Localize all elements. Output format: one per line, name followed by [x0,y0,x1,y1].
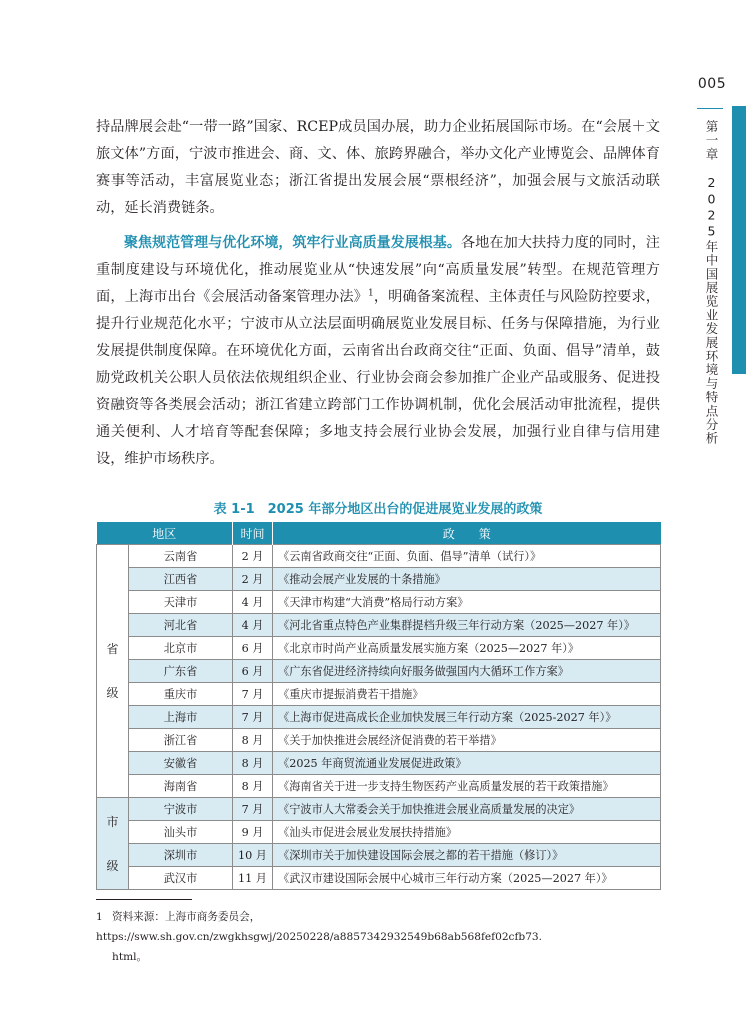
table-caption: 表 1-1 2025 年部分地区出台的促进展览业发展的政策 [213,502,543,517]
region-cell: 海南省 [129,775,233,798]
region-cell: 宁波市 [129,798,233,821]
time-cell: 6 月 [233,637,273,660]
region-cell: 天津市 [129,591,233,614]
region-cell: 江西省 [129,568,233,591]
time-cell: 11 月 [233,867,273,890]
policy-cell: 《重庆市提振消费若干措施》 [273,683,661,706]
policy-cell: 《北京市时尚产业高质量发展实施方案（2025—2027 年）》 [273,637,661,660]
policy-cell: 《天津市构建“大消费”格局行动方案》 [273,591,661,614]
policy-cell: 《推动会展产业发展的十条措施》 [273,568,661,591]
running-header [699,120,723,445]
time-cell: 8 月 [233,775,273,798]
header-policy: 政 策 [273,522,661,545]
page-number: 005 [697,76,727,92]
paragraph-1-text: 持品牌展会赴“一带一路”国家、RCEP成员国办展，助力企业拓展国际市场。在“会展＋文旅文体”方面，宁波市推进会、商、文、体、旅跨界融合，举办文化产业博览会、品牌体育赛事等活动，丰富展览业态；浙江省提出发展会展“票根经济”，加强会展与文旅活动联动，延长消费链条。 [96,119,660,216]
header-time: 时间 [233,522,273,545]
table-row [97,867,661,890]
time-cell: 2 月 [233,568,273,591]
policy-cell: 《云南省政商交往“正面、负面、倡导”清单（试行）》 [273,545,661,568]
paragraph-1 [96,114,660,222]
region-cell: 武汉市 [129,867,233,890]
table-row [97,591,661,614]
table-body [97,545,661,890]
region-cell: 安徽省 [129,752,233,775]
time-cell: 2 月 [233,545,273,568]
paragraph-2-text [96,230,660,473]
chapter-side-band [732,106,746,374]
region-cell: 深圳市 [129,844,233,867]
table-row [97,821,661,844]
table-row [97,545,661,568]
footnote-number: 1 [96,911,103,923]
policy-table [96,522,661,890]
chapter-label: 第一章 [704,120,719,162]
policy-cell: 《河北省重点特色产业集群提档升级三年行动方案（2025—2027 年）》 [273,614,661,637]
time-cell: 6 月 [233,660,273,683]
policy-cell: 《广东省促进经济持续向好服务做强国内大循环工作方案》 [273,660,661,683]
time-cell: 7 月 [233,798,273,821]
region-cell: 河北省 [129,614,233,637]
table-row [97,706,661,729]
region-cell: 浙江省 [129,729,233,752]
table-row [97,752,661,775]
policy-cell: 《2025 年商贸流通业发展促进政策》 [273,752,661,775]
header-region: 地区 [97,522,233,545]
policy-cell: 《汕头市促进会展业发展扶持措施》 [273,821,661,844]
region-cell: 北京市 [129,637,233,660]
time-cell: 8 月 [233,729,273,752]
time-cell: 9 月 [233,821,273,844]
paragraph-2-part-b: ，明确备案流程、主体责任与风险防控要求，提升行业规范化水平；宁波市从立法层面明确展览业发展目标、任务与保障措施，为行业发展提供制度保障。在环境优化方面，云南省出台政商交往“正面、负面、倡导”清单，鼓励党政机关公职人员依法依规组织企业、行业协会商会参加推广企业产品或服务、促进投资融资等各类展会活动；浙江省建立跨部门工作协调机制，优化会展活动审批流程，提供通关便利、人才培育等配套保障；多地支持会展行业协会发展，加强行业自律与信用建设，维护市场秩序。 [96,289,660,467]
policy-cell: 《海南省关于进一步支持生物医药产业高质量发展的若干政策措施》 [273,775,661,798]
footnote-text-continued: html。 [112,951,148,963]
paragraph-2-lead: 聚焦规范管理与优化环境，筑牢行业高质量发展根基。 [124,235,461,251]
footnote-reference[interactable]: 1 [367,288,374,299]
footnote-rule [96,899,192,900]
chapter-title: 2025年中国展览业发展环境与特点分析 [704,175,719,446]
table-row [97,844,661,867]
table-row [97,798,661,821]
policy-cell: 《关于加快推进会展经济促消费的若干举措》 [273,729,661,752]
time-cell: 7 月 [233,683,273,706]
table-row [97,660,661,683]
policy-cell: 《宁波市人大常委会关于加快推进会展业高质量发展的决定》 [273,798,661,821]
region-cell: 重庆市 [129,683,233,706]
table-row [97,637,661,660]
region-cell: 广东省 [129,660,233,683]
time-cell: 7 月 [233,706,273,729]
paragraph-2-part-a: 各地在加大扶持力度的同时，注重制度建设与环境优化，推动展览业从“快速发展”向“高质量发展”转型。在规范管理方面，上海市出台《会展活动备案管理办法》 [96,235,660,305]
level-cell-municipal: 市 级 [97,798,129,890]
table-header-row [97,522,661,545]
policy-cell: 《上海市促进高成长企业加快发展三年行动方案（2025-2027 年）》 [273,706,661,729]
table-row [97,729,661,752]
table-row [97,568,661,591]
level-cell-provincial: 省 级 [97,545,129,798]
table-row [97,614,661,637]
footnote [96,907,662,967]
table-row [97,683,661,706]
time-cell: 10 月 [233,844,273,867]
region-cell: 汕头市 [129,821,233,844]
page-number-rule [697,108,723,109]
region-cell: 上海市 [129,706,233,729]
paragraph-2 [96,230,660,473]
time-cell: 4 月 [233,614,273,637]
policy-cell: 《武汉市建设国际会展中心城市三年行动方案（2025—2027 年）》 [273,867,661,890]
footnote-text: 资料来源：上海市商务委员会，https://sww.sh.gov.cn/zwgkhsgwj/20250228/a8857342932549b68ab568fef02cfb73. [96,911,543,943]
table-row [97,775,661,798]
region-cell: 云南省 [129,545,233,568]
time-cell: 4 月 [233,591,273,614]
time-cell: 8 月 [233,752,273,775]
policy-cell: 《深圳市关于加快建设国际会展之都的若干措施（修订）》 [273,844,661,867]
